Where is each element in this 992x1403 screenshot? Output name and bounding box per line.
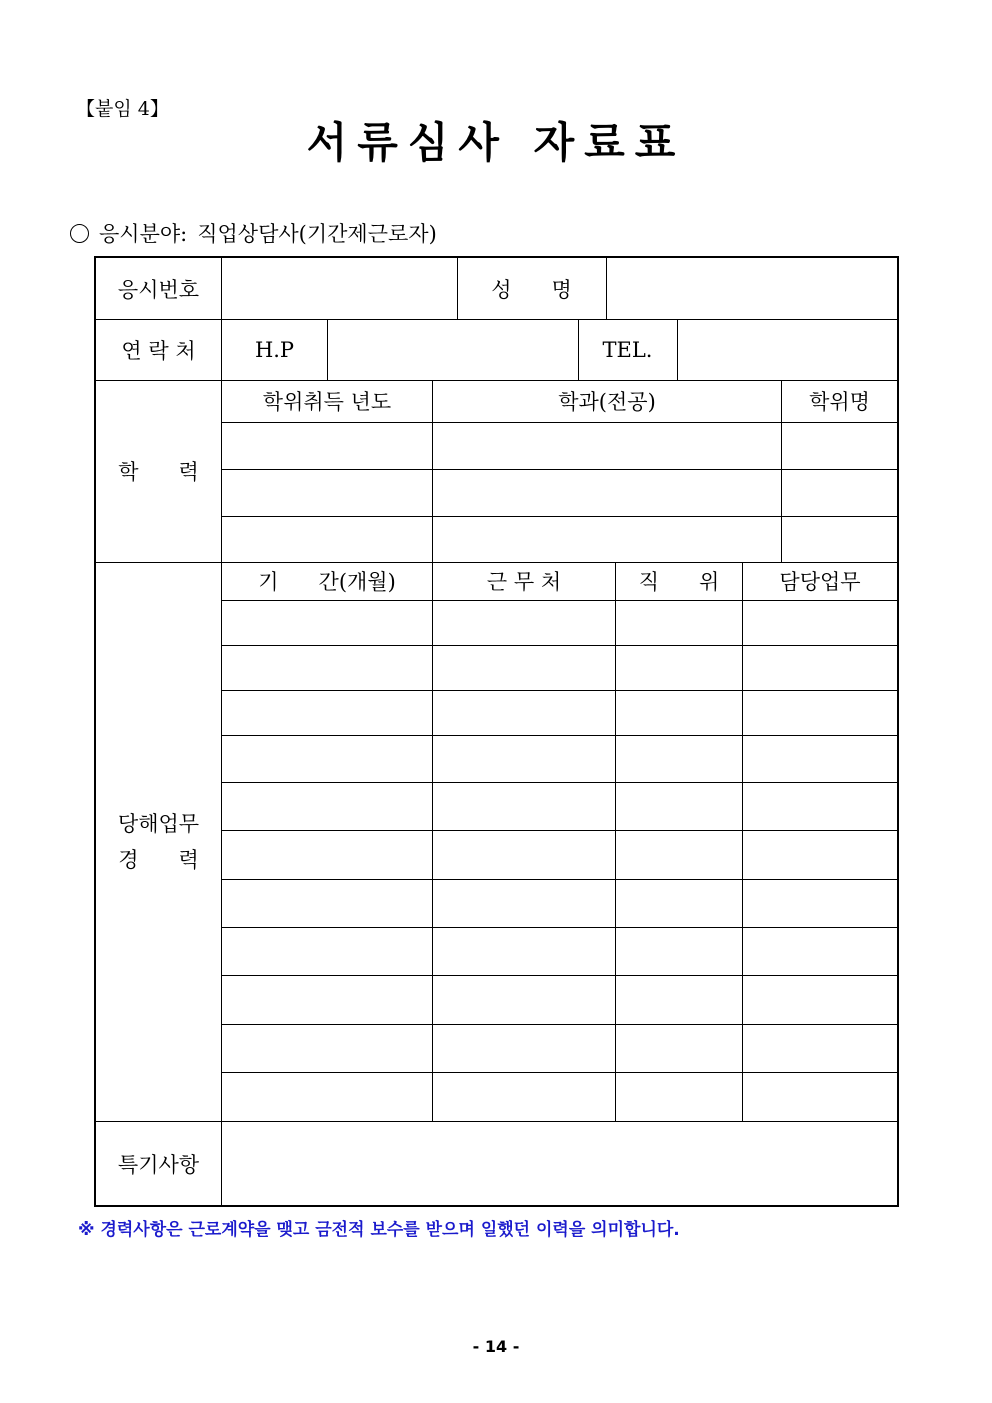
hp-label: H.P xyxy=(254,337,295,362)
page-title: 서류심사 자료표 xyxy=(306,118,686,167)
education-section-label: 학 력 xyxy=(118,460,199,484)
name-label: 성 명 xyxy=(491,277,572,302)
page-number: - 14 - xyxy=(472,1337,520,1356)
remarks-field[interactable] xyxy=(222,1122,897,1206)
career-note: ※ 경력사항은 근로계약을 맺고 금전적 보수를 받으며 일했던 이력을 의미합니다. xyxy=(78,1220,680,1240)
attachment-label: 【붙임 4】 xyxy=(76,98,169,120)
applicant-number-label: 응시번호 xyxy=(117,277,200,302)
duties-header: 담당업무 xyxy=(779,570,861,594)
circle-bullet-icon xyxy=(70,224,89,243)
applicant-number-field[interactable] xyxy=(222,258,457,319)
application-field-label: 응시분야: xyxy=(99,222,188,246)
tel-label: TEL. xyxy=(602,337,653,362)
career-section-label xyxy=(96,562,221,1121)
career-section-label-line2: 경 력 xyxy=(118,847,199,872)
application-field-value: 직업상담사(기간제근로자) xyxy=(197,222,437,246)
name-field[interactable] xyxy=(607,258,897,319)
application-field xyxy=(70,218,437,248)
workplace-header: 근 무 처 xyxy=(486,570,562,594)
major-header: 학과(전공) xyxy=(558,390,656,414)
document-review-form xyxy=(94,256,899,1207)
degree-name-header: 학위명 xyxy=(809,390,870,414)
degree-year-header: 학위취득 년도 xyxy=(262,390,392,414)
period-header: 기 간(개월) xyxy=(258,570,396,594)
hp-field[interactable] xyxy=(328,319,578,380)
contact-label: 연 락 처 xyxy=(121,338,196,363)
tel-field[interactable] xyxy=(678,319,897,380)
career-section-label-line1: 당해업무 xyxy=(117,811,200,836)
remarks-label: 특기사항 xyxy=(117,1153,200,1177)
position-header: 직 위 xyxy=(638,570,720,594)
